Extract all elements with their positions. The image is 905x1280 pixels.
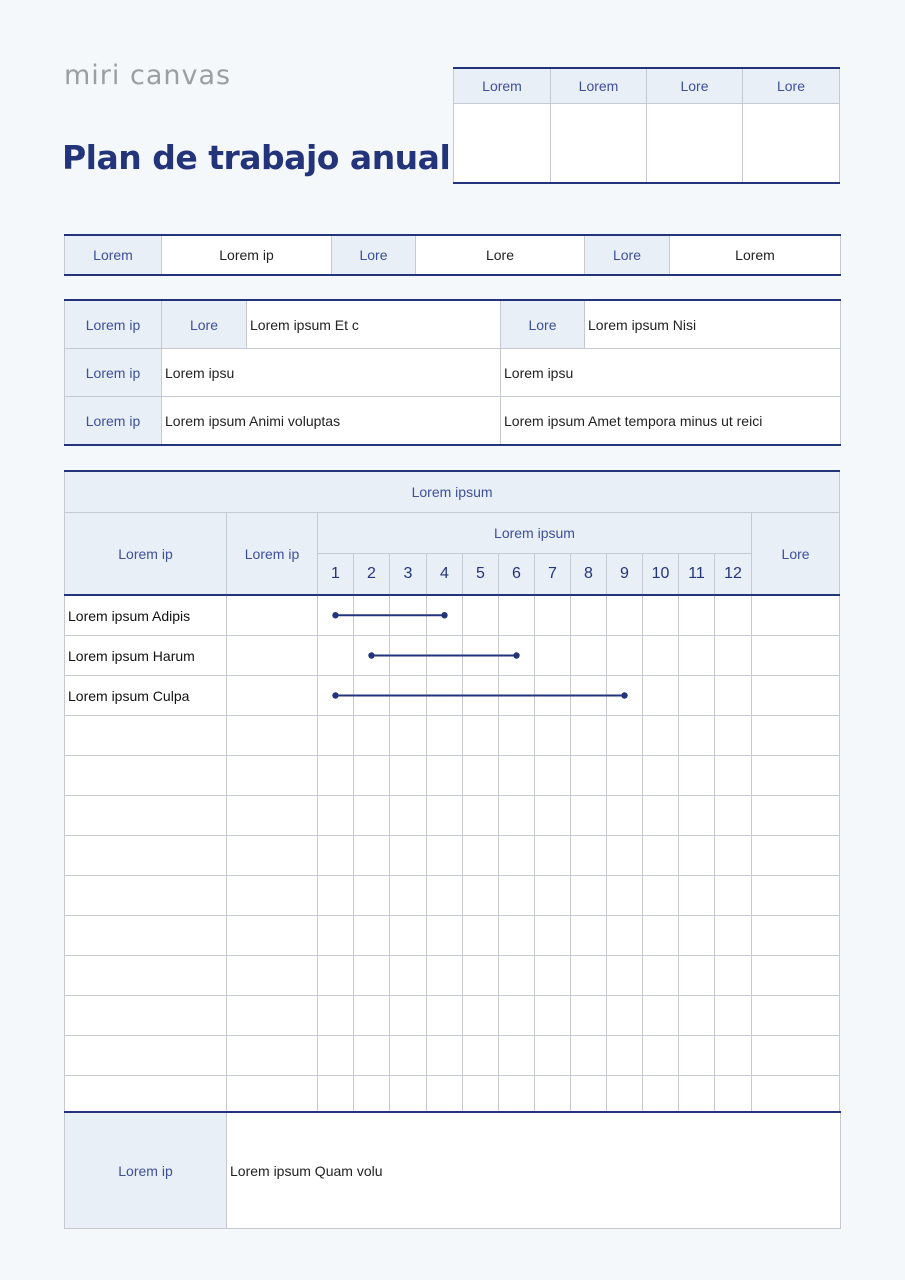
- task-owner-cell[interactable]: [227, 956, 318, 996]
- month-cell[interactable]: [607, 996, 643, 1036]
- month-cell[interactable]: [318, 836, 354, 876]
- task-name-cell[interactable]: [65, 836, 227, 876]
- month-cell[interactable]: [390, 1076, 427, 1116]
- notes-value[interactable]: Lorem ipsum Quam volu: [227, 1112, 841, 1229]
- month-cell[interactable]: [607, 676, 643, 716]
- month-header-9: 9: [607, 554, 643, 596]
- month-cell[interactable]: [679, 1076, 715, 1116]
- schedule-row: [65, 716, 840, 756]
- month-cell[interactable]: [535, 676, 571, 716]
- month-cell[interactable]: [463, 996, 499, 1036]
- month-cell[interactable]: [571, 676, 607, 716]
- schedule-table: [64, 470, 840, 1116]
- task-note-cell[interactable]: [752, 796, 840, 836]
- month-cell[interactable]: [499, 716, 535, 756]
- schedule-row: [65, 1076, 840, 1116]
- month-cell[interactable]: [679, 996, 715, 1036]
- month-cell[interactable]: [318, 956, 354, 996]
- month-cell[interactable]: [499, 595, 535, 636]
- month-cell[interactable]: [390, 916, 427, 956]
- month-cell[interactable]: [679, 595, 715, 636]
- task-note-cell[interactable]: [752, 636, 840, 676]
- month-cell[interactable]: [715, 636, 752, 676]
- task-name-cell[interactable]: Lorem ipsum Culpa: [65, 676, 227, 716]
- detail-row2-value1[interactable]: Lorem ipsu: [162, 349, 501, 397]
- month-cell[interactable]: [571, 1076, 607, 1116]
- month-cell[interactable]: [463, 756, 499, 796]
- month-header-4: 4: [427, 554, 463, 596]
- month-cell[interactable]: [607, 956, 643, 996]
- task-name-cell[interactable]: Lorem ipsum Harum: [65, 636, 227, 676]
- task-owner-cell[interactable]: [227, 676, 318, 716]
- approval-signature-3[interactable]: [647, 104, 743, 184]
- month-cell[interactable]: [427, 756, 463, 796]
- month-cell[interactable]: [535, 1036, 571, 1076]
- info-label-1: Lorem: [65, 235, 162, 275]
- notes-label: Lorem ip: [65, 1112, 227, 1229]
- month-cell[interactable]: [390, 836, 427, 876]
- task-note-cell[interactable]: [752, 716, 840, 756]
- task-owner-cell[interactable]: [227, 595, 318, 636]
- month-cell[interactable]: [499, 836, 535, 876]
- task-note-cell[interactable]: [752, 1076, 840, 1116]
- detail-table: [64, 299, 841, 446]
- task-owner-cell[interactable]: [227, 796, 318, 836]
- month-cell[interactable]: [535, 636, 571, 676]
- schedule-row: [65, 876, 840, 916]
- month-cell[interactable]: [354, 796, 390, 836]
- month-cell[interactable]: [354, 756, 390, 796]
- month-cell[interactable]: [607, 796, 643, 836]
- month-cell[interactable]: [643, 796, 679, 836]
- month-cell[interactable]: [679, 636, 715, 676]
- month-header-8: 8: [571, 554, 607, 596]
- month-header-7: 7: [535, 554, 571, 596]
- month-header-1: 1: [318, 554, 354, 596]
- task-owner-cell[interactable]: [227, 756, 318, 796]
- detail-row1-label: Lorem ip: [65, 300, 162, 349]
- month-cell[interactable]: [571, 996, 607, 1036]
- schedule-col-owner: Lorem ip: [227, 513, 318, 596]
- month-cell[interactable]: [463, 1036, 499, 1076]
- approval-header-2: Lorem: [551, 68, 647, 104]
- task-owner-cell[interactable]: [227, 996, 318, 1036]
- month-cell[interactable]: [390, 956, 427, 996]
- task-note-cell[interactable]: [752, 916, 840, 956]
- task-note-cell[interactable]: [752, 595, 840, 636]
- month-cell[interactable]: [715, 996, 752, 1036]
- month-cell[interactable]: [535, 595, 571, 636]
- month-cell[interactable]: [679, 1036, 715, 1076]
- info-value-1[interactable]: Lorem ip: [162, 235, 332, 275]
- month-cell[interactable]: [318, 716, 354, 756]
- detail-row1-value2[interactable]: Lorem ipsum Nisi: [585, 300, 841, 349]
- month-cell[interactable]: [571, 636, 607, 676]
- schedule-row: [65, 836, 840, 876]
- task-name-cell[interactable]: [65, 876, 227, 916]
- brand-logo: miri canvas: [64, 60, 232, 91]
- month-cell[interactable]: [499, 916, 535, 956]
- month-cell[interactable]: [390, 876, 427, 916]
- notes-table: [64, 1111, 841, 1229]
- month-cell[interactable]: [535, 996, 571, 1036]
- task-note-cell[interactable]: [752, 876, 840, 916]
- month-cell[interactable]: [463, 956, 499, 996]
- month-cell[interactable]: [571, 876, 607, 916]
- detail-row3-value1[interactable]: Lorem ipsum Animi voluptas: [162, 397, 501, 446]
- month-cell[interactable]: [643, 996, 679, 1036]
- month-cell[interactable]: [427, 876, 463, 916]
- month-cell[interactable]: [463, 1076, 499, 1116]
- schedule-row: [65, 636, 840, 676]
- month-cell[interactable]: [715, 716, 752, 756]
- month-cell[interactable]: [607, 916, 643, 956]
- month-cell[interactable]: [499, 1036, 535, 1076]
- schedule-row: [65, 956, 840, 996]
- month-cell[interactable]: [715, 676, 752, 716]
- month-cell[interactable]: [715, 956, 752, 996]
- detail-row2-label: Lorem ip: [65, 349, 162, 397]
- approval-header-4: Lore: [743, 68, 840, 104]
- month-cell[interactable]: [571, 916, 607, 956]
- month-cell[interactable]: [354, 1076, 390, 1116]
- month-cell[interactable]: [318, 756, 354, 796]
- month-cell[interactable]: [643, 916, 679, 956]
- month-cell[interactable]: [643, 876, 679, 916]
- schedule-row: [65, 996, 840, 1036]
- schedule-row: [65, 676, 840, 716]
- detail-row3-label: Lorem ip: [65, 397, 162, 446]
- month-cell[interactable]: [427, 956, 463, 996]
- month-cell[interactable]: [607, 636, 643, 676]
- month-cell[interactable]: [427, 636, 463, 676]
- month-cell[interactable]: [354, 916, 390, 956]
- month-cell[interactable]: [571, 796, 607, 836]
- info-label-3: Lore: [585, 235, 670, 275]
- month-cell[interactable]: [390, 595, 427, 636]
- month-cell[interactable]: [427, 1076, 463, 1116]
- month-cell[interactable]: [679, 916, 715, 956]
- month-cell[interactable]: [427, 836, 463, 876]
- month-cell[interactable]: [715, 756, 752, 796]
- info-value-3[interactable]: Lorem: [670, 235, 841, 275]
- month-header-3: 3: [390, 554, 427, 596]
- month-cell[interactable]: [354, 676, 390, 716]
- month-cell[interactable]: [679, 716, 715, 756]
- month-cell[interactable]: [354, 876, 390, 916]
- month-cell[interactable]: [643, 1036, 679, 1076]
- schedule-col-task: Lorem ip: [65, 513, 227, 596]
- month-cell[interactable]: [643, 676, 679, 716]
- month-cell[interactable]: [535, 716, 571, 756]
- month-cell[interactable]: [535, 916, 571, 956]
- month-cell[interactable]: [390, 716, 427, 756]
- schedule-row: [65, 916, 840, 956]
- month-cell[interactable]: [499, 876, 535, 916]
- month-cell[interactable]: [715, 595, 752, 636]
- month-header-5: 5: [463, 554, 499, 596]
- month-cell[interactable]: [427, 595, 463, 636]
- month-cell[interactable]: [499, 796, 535, 836]
- info-value-2[interactable]: Lore: [416, 235, 585, 275]
- task-name-cell[interactable]: [65, 916, 227, 956]
- task-name-cell[interactable]: [65, 996, 227, 1036]
- month-cell[interactable]: [427, 916, 463, 956]
- month-cell[interactable]: [463, 716, 499, 756]
- month-cell[interactable]: [715, 836, 752, 876]
- month-cell[interactable]: [535, 756, 571, 796]
- month-cell[interactable]: [390, 676, 427, 716]
- month-cell[interactable]: [643, 595, 679, 636]
- task-note-cell[interactable]: [752, 756, 840, 796]
- info-row-table: [64, 234, 841, 276]
- month-cell[interactable]: [607, 1076, 643, 1116]
- month-cell[interactable]: [607, 876, 643, 916]
- month-cell[interactable]: [715, 876, 752, 916]
- month-cell[interactable]: [354, 996, 390, 1036]
- task-name-cell[interactable]: [65, 956, 227, 996]
- approval-signature-4[interactable]: [743, 104, 840, 184]
- month-cell[interactable]: [499, 956, 535, 996]
- task-owner-cell[interactable]: [227, 1076, 318, 1116]
- month-cell[interactable]: [499, 636, 535, 676]
- month-cell[interactable]: [535, 796, 571, 836]
- month-cell[interactable]: [715, 1076, 752, 1116]
- month-cell[interactable]: [390, 796, 427, 836]
- schedule-row: [65, 1036, 840, 1076]
- schedule-row: [65, 756, 840, 796]
- month-header-12: 12: [715, 554, 752, 596]
- month-cell[interactable]: [354, 956, 390, 996]
- month-cell[interactable]: [390, 756, 427, 796]
- month-cell[interactable]: [499, 676, 535, 716]
- month-cell[interactable]: [535, 876, 571, 916]
- month-cell[interactable]: [354, 636, 390, 676]
- month-cell[interactable]: [499, 756, 535, 796]
- info-label-2: Lore: [332, 235, 416, 275]
- schedule-title: Lorem ipsum: [65, 471, 840, 513]
- month-cell[interactable]: [535, 1076, 571, 1116]
- month-cell[interactable]: [318, 676, 354, 716]
- approval-table: [453, 67, 840, 184]
- month-cell[interactable]: [571, 716, 607, 756]
- month-header-6: 6: [499, 554, 535, 596]
- month-cell[interactable]: [607, 716, 643, 756]
- detail-row1-sublabel1: Lore: [162, 300, 247, 349]
- month-cell[interactable]: [390, 636, 427, 676]
- month-cell[interactable]: [679, 756, 715, 796]
- month-cell[interactable]: [571, 956, 607, 996]
- task-owner-cell[interactable]: [227, 916, 318, 956]
- month-cell[interactable]: [607, 1036, 643, 1076]
- detail-row3-value2[interactable]: Lorem ipsum Amet tempora minus ut reici: [501, 397, 841, 446]
- task-note-cell[interactable]: [752, 956, 840, 996]
- page-title: Plan de trabajo anual: [62, 138, 451, 177]
- month-header-2: 2: [354, 554, 390, 596]
- month-cell[interactable]: [679, 876, 715, 916]
- approval-signature-2[interactable]: [551, 104, 647, 184]
- approval-header-1: Lorem: [454, 68, 551, 104]
- task-owner-cell[interactable]: [227, 836, 318, 876]
- task-note-cell[interactable]: [752, 676, 840, 716]
- month-cell[interactable]: [463, 676, 499, 716]
- month-cell[interactable]: [427, 676, 463, 716]
- month-cell[interactable]: [499, 1076, 535, 1116]
- month-cell[interactable]: [571, 595, 607, 636]
- month-cell[interactable]: [571, 756, 607, 796]
- month-cell[interactable]: [463, 916, 499, 956]
- month-cell[interactable]: [354, 595, 390, 636]
- approval-signature-1[interactable]: [454, 104, 551, 184]
- task-owner-cell[interactable]: [227, 876, 318, 916]
- month-cell[interactable]: [427, 996, 463, 1036]
- task-owner-cell[interactable]: [227, 1036, 318, 1076]
- task-name-cell[interactable]: [65, 1036, 227, 1076]
- month-cell[interactable]: [318, 796, 354, 836]
- month-cell[interactable]: [354, 1036, 390, 1076]
- month-cell[interactable]: [535, 836, 571, 876]
- month-cell[interactable]: [318, 1076, 354, 1116]
- detail-row1-value1[interactable]: Lorem ipsum Et c: [247, 300, 501, 349]
- month-cell[interactable]: [499, 996, 535, 1036]
- month-cell[interactable]: [643, 956, 679, 996]
- schedule-months-label: Lorem ipsum: [318, 513, 752, 554]
- month-cell[interactable]: [463, 636, 499, 676]
- task-name-cell[interactable]: Lorem ipsum Adipis: [65, 595, 227, 636]
- task-name-cell[interactable]: [65, 1076, 227, 1116]
- month-header-11: 11: [679, 554, 715, 596]
- month-cell[interactable]: [679, 956, 715, 996]
- month-cell[interactable]: [643, 756, 679, 796]
- task-name-cell[interactable]: [65, 796, 227, 836]
- month-cell[interactable]: [427, 796, 463, 836]
- month-cell[interactable]: [535, 956, 571, 996]
- month-cell[interactable]: [318, 876, 354, 916]
- schedule-row: [65, 796, 840, 836]
- detail-row1-sublabel2: Lore: [501, 300, 585, 349]
- month-cell[interactable]: [643, 636, 679, 676]
- task-note-cell[interactable]: [752, 1036, 840, 1076]
- month-header-10: 10: [643, 554, 679, 596]
- month-cell[interactable]: [463, 595, 499, 636]
- month-cell[interactable]: [354, 716, 390, 756]
- month-cell[interactable]: [643, 836, 679, 876]
- month-cell[interactable]: [318, 916, 354, 956]
- month-cell[interactable]: [571, 1036, 607, 1076]
- task-note-cell[interactable]: [752, 996, 840, 1036]
- month-cell[interactable]: [679, 796, 715, 836]
- month-cell[interactable]: [427, 1036, 463, 1076]
- month-cell[interactable]: [427, 716, 463, 756]
- month-cell[interactable]: [607, 595, 643, 636]
- month-cell[interactable]: [463, 836, 499, 876]
- task-note-cell[interactable]: [752, 836, 840, 876]
- task-name-cell[interactable]: [65, 716, 227, 756]
- month-cell[interactable]: [390, 996, 427, 1036]
- month-cell[interactable]: [390, 1036, 427, 1076]
- month-cell[interactable]: [679, 676, 715, 716]
- month-cell[interactable]: [318, 996, 354, 1036]
- month-cell[interactable]: [643, 1076, 679, 1116]
- schedule-row: [65, 595, 840, 636]
- task-owner-cell[interactable]: [227, 636, 318, 676]
- month-cell[interactable]: [318, 595, 354, 636]
- month-cell[interactable]: [715, 916, 752, 956]
- month-cell[interactable]: [318, 636, 354, 676]
- month-cell[interactable]: [318, 1036, 354, 1076]
- schedule-col-note: Lore: [752, 513, 840, 596]
- month-cell[interactable]: [643, 716, 679, 756]
- month-cell[interactable]: [715, 796, 752, 836]
- month-cell[interactable]: [354, 836, 390, 876]
- task-owner-cell[interactable]: [227, 716, 318, 756]
- month-cell[interactable]: [679, 836, 715, 876]
- approval-header-3: Lore: [647, 68, 743, 104]
- month-cell[interactable]: [607, 836, 643, 876]
- month-cell[interactable]: [463, 796, 499, 836]
- detail-row2-value2[interactable]: Lorem ipsu: [501, 349, 841, 397]
- month-cell[interactable]: [463, 876, 499, 916]
- month-cell[interactable]: [607, 756, 643, 796]
- month-cell[interactable]: [715, 1036, 752, 1076]
- task-name-cell[interactable]: [65, 756, 227, 796]
- month-cell[interactable]: [571, 836, 607, 876]
